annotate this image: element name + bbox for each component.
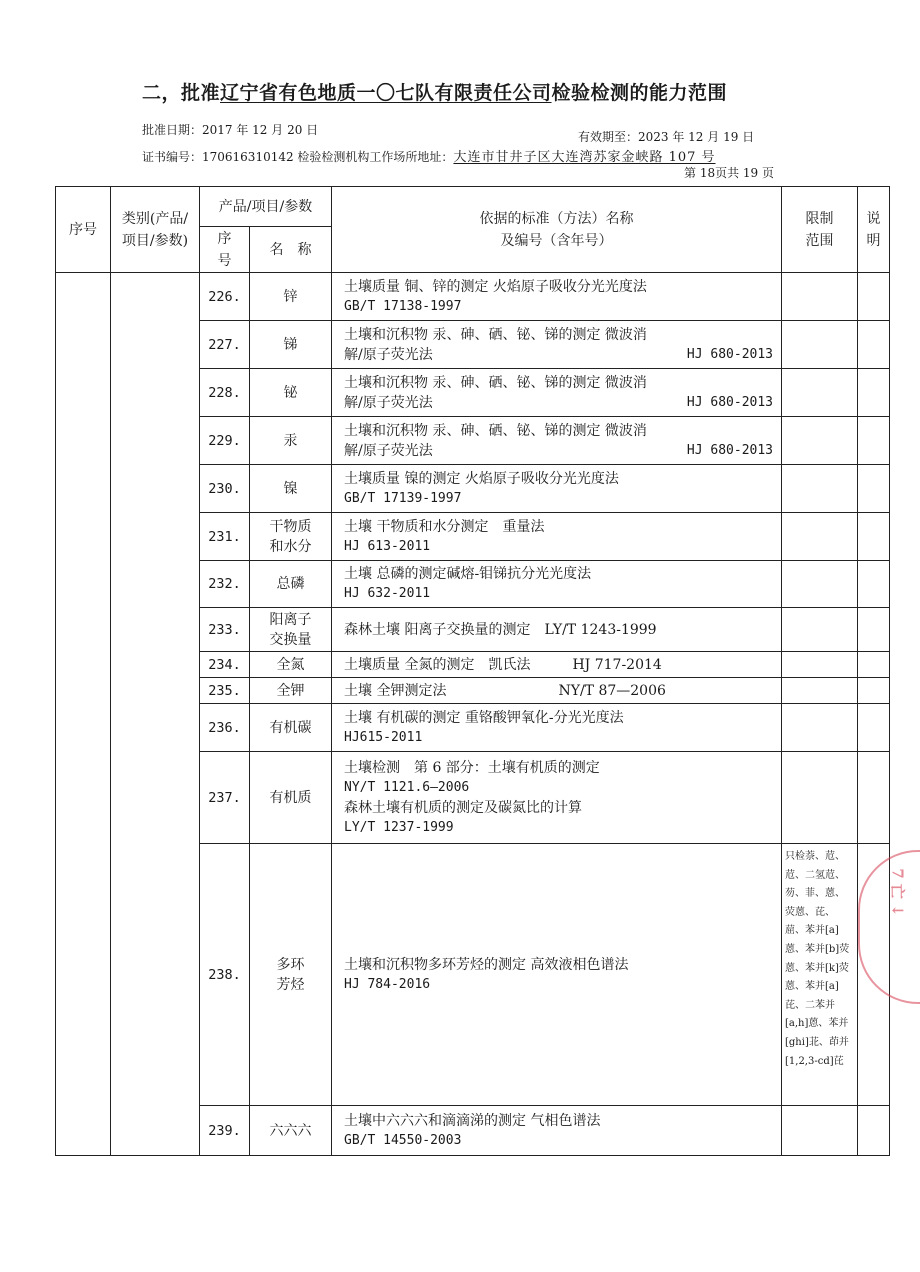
item-name: 锌 xyxy=(250,273,332,321)
item-number: 230. xyxy=(200,465,250,513)
item-name: 全钾 xyxy=(250,678,332,704)
limit-cell xyxy=(782,513,858,561)
standard-code: HJ 680-2013 xyxy=(686,442,773,458)
header-note: 说明 xyxy=(858,187,890,273)
item-number: 231. xyxy=(200,513,250,561)
standard-code-secondary: LY/T 1237-1999 xyxy=(344,819,454,835)
standard-code: GB/T 17138-1997 xyxy=(344,298,462,314)
limit-cell xyxy=(782,608,858,652)
item-number: 238. xyxy=(200,844,250,1106)
standard-text: 土壤 总磷的测定碱熔-钼锑抗分光光度法 xyxy=(344,566,592,582)
standard-text-secondary: 森林土壤有机质的测定及碳氮比的计算 xyxy=(344,799,582,816)
header-standard-line2: 及编号（含年号） xyxy=(500,232,613,249)
standard-cell xyxy=(332,844,782,1106)
standard-text-cont: 解/原子荧光法 xyxy=(344,442,433,459)
title-suffix: 检验检测的能力范围 xyxy=(551,82,728,104)
note-cell xyxy=(858,513,890,561)
standard-text: 土壤和沉积物 汞、砷、硒、铋、锑的测定 微波消 xyxy=(344,374,647,391)
merged-category-cell xyxy=(111,273,200,1156)
limit-cell xyxy=(782,321,858,369)
standard-text: 土壤质量 镍的测定 火焰原子吸收分光光度法 xyxy=(344,470,619,487)
standard-text: 土壤和沉积物 汞、砷、硒、铋、锑的测定 微波消 xyxy=(344,422,647,439)
note-cell xyxy=(858,752,890,844)
note-cell xyxy=(858,369,890,417)
limit-cell xyxy=(782,417,858,465)
item-number: 239. xyxy=(200,1106,250,1156)
standard-cell xyxy=(332,561,782,608)
header-standard xyxy=(332,187,782,273)
standard-code: NY/T 1121.6—2006 xyxy=(344,779,470,795)
header-seq: 序号 xyxy=(56,187,111,273)
certificate-line xyxy=(142,146,716,165)
standard-text: 土壤检测 第 6 部分：土壤有机质的测定 xyxy=(344,759,600,776)
header-product: 产品/项目/参数 xyxy=(200,187,332,227)
item-number: 226. xyxy=(200,273,250,321)
standard-text: 土壤 干物质和水分测定 重量法 xyxy=(344,518,545,535)
item-name: 有机质 xyxy=(250,752,332,844)
standard-text: 土壤质量 全氮的测定 凯氏法 HJ 717-2014 xyxy=(344,656,662,673)
item-number: 227. xyxy=(200,321,250,369)
page-title xyxy=(142,78,727,105)
note-cell xyxy=(858,608,890,652)
standard-cell xyxy=(332,465,782,513)
valid-until: 有效期至：2023 年 12 月 19 日 xyxy=(578,130,755,144)
limit-cell xyxy=(782,652,858,678)
note-cell xyxy=(858,273,890,321)
note-cell xyxy=(858,678,890,704)
note-cell xyxy=(858,652,890,678)
standard-text: 森林土壤 阳离子交换量的测定 LY/T 1243-1999 xyxy=(344,621,657,638)
standard-cell xyxy=(332,608,782,652)
limit-cell xyxy=(782,465,858,513)
standard-text-cont: 解/原子荧光法 xyxy=(344,394,433,411)
item-name: 总磷 xyxy=(250,561,332,608)
item-name: 有机碳 xyxy=(250,704,332,752)
standard-cell xyxy=(332,321,782,369)
header-item-seq: 序号 xyxy=(200,227,250,273)
limit-cell: 只检萘、苊、苊、二氢苊、芴、菲、蒽、荧蒽、芘、䓛、苯并[a]蒽、苯并[b]荧蒽、苯并[k]荧蒽、苯并[a]芘、二苯并[a,h]蒽、苯并[ghi]苝、茚并[1,2,3-cd]芘 xyxy=(782,844,858,1106)
limit-cell xyxy=(782,678,858,704)
standard-text: 土壤 全钾测定法 NY/T 87—2006 xyxy=(344,682,666,699)
item-number: 235. xyxy=(200,678,250,704)
item-number: 232. xyxy=(200,561,250,608)
limit-cell xyxy=(782,704,858,752)
standard-code: HJ 632-2011 xyxy=(344,586,431,601)
standard-text: 土壤 有机碳的测定 重铬酸钾氧化-分光光度法 xyxy=(344,709,624,726)
standard-cell xyxy=(332,678,782,704)
item-number: 228. xyxy=(200,369,250,417)
item-number: 234. xyxy=(200,652,250,678)
item-number: 233. xyxy=(200,608,250,652)
capability-table xyxy=(55,186,890,1156)
note-cell xyxy=(858,465,890,513)
note-cell xyxy=(858,321,890,369)
standard-cell xyxy=(332,652,782,678)
item-name: 汞 xyxy=(250,417,332,465)
standard-text: 土壤和沉积物多环芳烃的测定 高效液相色谱法 xyxy=(344,956,629,973)
item-name: 干物质和水分 xyxy=(250,513,332,561)
standard-cell xyxy=(332,1106,782,1156)
note-cell xyxy=(858,704,890,752)
item-number: 237. xyxy=(200,752,250,844)
limit-cell xyxy=(782,369,858,417)
header-standard-line1: 依据的标准（方法）名称 xyxy=(479,210,634,227)
title-company: 辽宁省有色地质一〇七队有限责任公司 xyxy=(220,82,552,104)
seal-stamp-text: 7 亡 ↓ xyxy=(888,868,907,917)
limit-cell xyxy=(782,752,858,844)
header-item-name: 名 称 xyxy=(250,227,332,273)
item-name: 锑 xyxy=(250,321,332,369)
standard-cell xyxy=(332,704,782,752)
item-number: 229. xyxy=(200,417,250,465)
limit-cell xyxy=(782,561,858,608)
item-number: 236. xyxy=(200,704,250,752)
note-cell xyxy=(858,1106,890,1156)
standard-code: HJ 613-2011 xyxy=(344,538,431,554)
header-limit: 限制范围 xyxy=(782,187,858,273)
standard-text: 土壤质量 铜、锌的测定 火焰原子吸收分光光度法 xyxy=(344,278,647,295)
header-category: 类别(产品/项目/参数) xyxy=(111,187,200,273)
item-name: 多环芳烃 xyxy=(250,844,332,1106)
page-info: 第 18页共 19 页 xyxy=(684,166,774,180)
standard-cell xyxy=(332,273,782,321)
item-name: 全氮 xyxy=(250,652,332,678)
limit-cell xyxy=(782,1106,858,1156)
standard-code: HJ 680-2013 xyxy=(686,346,773,362)
table-row xyxy=(56,273,890,321)
standard-code: HJ 784-2016 xyxy=(344,976,431,992)
standard-cell xyxy=(332,369,782,417)
standard-code: GB/T 14550-2003 xyxy=(344,1132,462,1148)
standard-cell xyxy=(332,417,782,465)
item-name: 六六六 xyxy=(250,1106,332,1156)
title-prefix: 二，批准 xyxy=(142,82,221,104)
item-name: 铋 xyxy=(250,369,332,417)
address: 大连市甘井子区大连湾苏家金峡路 107 号 xyxy=(453,150,716,165)
standard-code: HJ 680-2013 xyxy=(686,394,773,410)
limit-cell xyxy=(782,273,858,321)
note-cell xyxy=(858,417,890,465)
standard-text-cont: 解/原子荧光法 xyxy=(344,346,433,363)
standard-cell xyxy=(332,513,782,561)
standard-text: 土壤中六六六和滴滴涕的测定 气相色谱法 xyxy=(344,1112,601,1129)
approval-date: 批准日期：2017 年 12 月 20 日 xyxy=(142,123,319,137)
merged-seq-cell xyxy=(56,273,111,1156)
certificate-label: 证书编号：170616310142 检验检测机构工作场所地址： xyxy=(142,150,454,164)
standard-text: 土壤和沉积物 汞、砷、硒、铋、锑的测定 微波消 xyxy=(344,326,647,343)
item-name: 阳离子交换量 xyxy=(250,608,332,652)
note-cell xyxy=(858,561,890,608)
standard-code: HJ615-2011 xyxy=(344,729,423,745)
standard-cell xyxy=(332,752,782,844)
standard-code: GB/T 17139-1997 xyxy=(344,490,462,506)
item-name: 镍 xyxy=(250,465,332,513)
